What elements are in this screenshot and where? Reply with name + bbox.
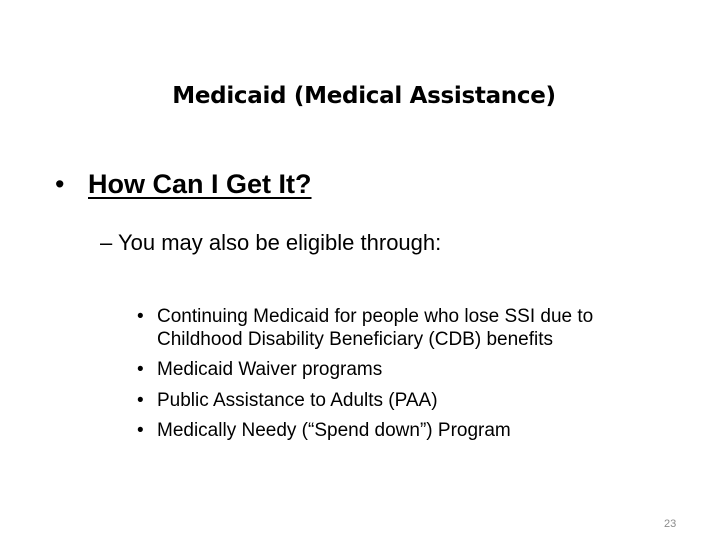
bullet-level2: – You may also be eligible through: [100, 230, 442, 255]
list-item [137, 420, 677, 443]
bullet-level1-text: How Can I Get It? [88, 169, 312, 199]
list-item [137, 306, 677, 351]
list-item-text: Continuing Medicaid for people who lose SSI due to Childhood Disability Beneficiary (CDB) benefits [157, 306, 594, 350]
list-item [137, 390, 677, 413]
list-item-text: Medicaid Waiver programs [157, 359, 383, 380]
bullet-marker: • [137, 306, 144, 327]
list-item [137, 359, 677, 382]
slide-title: Medicaid (Medical Assistance) [172, 83, 556, 109]
page-number: 23 [664, 518, 677, 530]
bullet-marker: • [137, 420, 144, 441]
bullet-level1 [55, 167, 312, 201]
bullet-level3-list [137, 306, 677, 451]
bullet-marker: • [55, 169, 65, 199]
bullet-marker: • [137, 359, 144, 380]
bullet-marker: • [137, 389, 144, 411]
list-item-text: Medically Needy (“Spend down”) Program [157, 420, 511, 441]
list-item-text: Public Assistance to Adults (PAA) [157, 389, 438, 411]
